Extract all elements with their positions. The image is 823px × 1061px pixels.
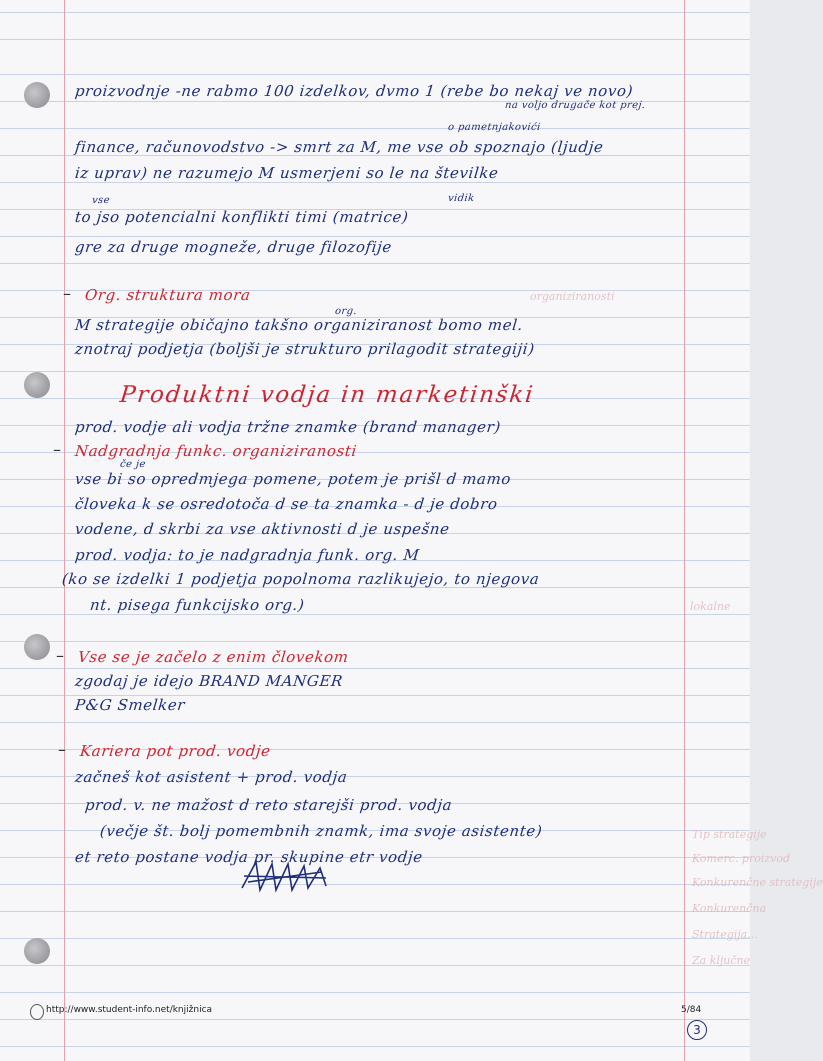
subheading-line: Org. struktura mora bbox=[84, 286, 252, 304]
punch-hole-bottom bbox=[24, 938, 50, 964]
note-line: proizvodnje -ne rabmo 100 izdelkov, dvmo 1 (rebe bo nekaj ve novo) bbox=[74, 82, 635, 100]
note-line: finance, računovodstvo -> smrt za M, me vse ob spoznajo (ljudje bbox=[74, 138, 605, 156]
note-line: iz uprav) ne razumejo M usmerjeni so le na številke bbox=[74, 164, 500, 182]
note-line: P&G Smelker bbox=[74, 696, 187, 714]
bullet-dash: – bbox=[53, 440, 61, 459]
ghost-text: Komerc. proizvod bbox=[692, 852, 791, 865]
bullet-dash: – bbox=[63, 284, 71, 303]
note-line: M strategije običajno takšno organiziranost bomo mel. bbox=[74, 316, 524, 334]
footer-scribble-icon bbox=[30, 1004, 44, 1020]
footer-url: http://www.student-info.net/knjižnica bbox=[46, 1005, 213, 1015]
punch-hole-middle bbox=[24, 372, 50, 398]
subheading-line: Nadgradnja funkc. organiziranosti bbox=[74, 442, 358, 460]
note-line: (večje št. bolj pomembnih znamk, ima svoje asistente) bbox=[99, 822, 544, 840]
note-line: prod. vodje ali vodja tržne znamke (brand manager) bbox=[74, 418, 502, 436]
subheading-line: Kariera pot prod. vodje bbox=[79, 742, 272, 760]
subheading-line: Vse se je začelo z enim človekom bbox=[77, 648, 350, 666]
ghost-text: Konkurenčna bbox=[692, 902, 767, 915]
footer-page-number: 5/84 bbox=[681, 1005, 702, 1015]
ghost-text: organiziranosti bbox=[530, 290, 615, 303]
note-line: na voljo drugače kot prej. bbox=[504, 100, 647, 111]
punch-hole-lower bbox=[24, 634, 50, 660]
circled-page-number: 3 bbox=[687, 1020, 707, 1040]
note-line: org. bbox=[334, 306, 358, 317]
note-line: et reto postane vodja pr. skupine etr vodje bbox=[74, 848, 424, 866]
note-line: zgodaj je idejo BRAND MANGER bbox=[74, 672, 344, 690]
note-line: (ko se izdelki 1 podjetja popolnoma razlikujejo, to njegova bbox=[61, 570, 541, 588]
bullet-dash: – bbox=[56, 646, 64, 665]
ghost-text: Strategija... bbox=[692, 928, 758, 941]
note-line: človeka k se osredotoča d se ta znamka - d je dobro bbox=[74, 495, 499, 513]
ghost-text: Tip strategije bbox=[692, 828, 767, 841]
scribble-mark bbox=[238, 858, 334, 894]
note-line: vodene, d skrbi za vse aktivnosti d je uspešne bbox=[74, 520, 451, 538]
note-line: vse bbox=[91, 195, 111, 206]
note-line: prod. v. ne mažost d reto starejši prod. vodja bbox=[84, 796, 454, 814]
right-margin-line bbox=[684, 0, 685, 1061]
ghost-text: Za ključne bbox=[692, 954, 751, 967]
note-line: gre za druge mogneže, druge filozofije bbox=[74, 238, 393, 256]
note-line: nt. pisega funkcijsko org.) bbox=[89, 596, 306, 614]
punch-hole-top bbox=[24, 82, 50, 108]
left-margin-line bbox=[64, 0, 65, 1061]
note-line: če je bbox=[119, 459, 147, 470]
note-line: to jso potencialni konflikti timi (matrice) bbox=[74, 208, 410, 226]
note-line: o pametnjakovići bbox=[447, 122, 542, 133]
note-line: začneš kot asistent + prod. vodja bbox=[74, 768, 349, 786]
section-heading: Produktni vodja in marketinški bbox=[118, 382, 536, 408]
note-line: vse bi so opredmjega pomene, potem je prišl d mamo bbox=[74, 470, 513, 488]
ghost-text: lokalne bbox=[690, 600, 731, 613]
bullet-dash: – bbox=[58, 740, 66, 759]
note-line: prod. vodja: to je nadgradnja funk. org. M bbox=[74, 546, 421, 564]
ghost-text: Konkurenčne strategije bbox=[692, 876, 823, 889]
note-line: znotraj podjetja (boljši je strukturo prilagodit strategiji) bbox=[74, 340, 536, 358]
note-line: vidik bbox=[447, 193, 476, 204]
